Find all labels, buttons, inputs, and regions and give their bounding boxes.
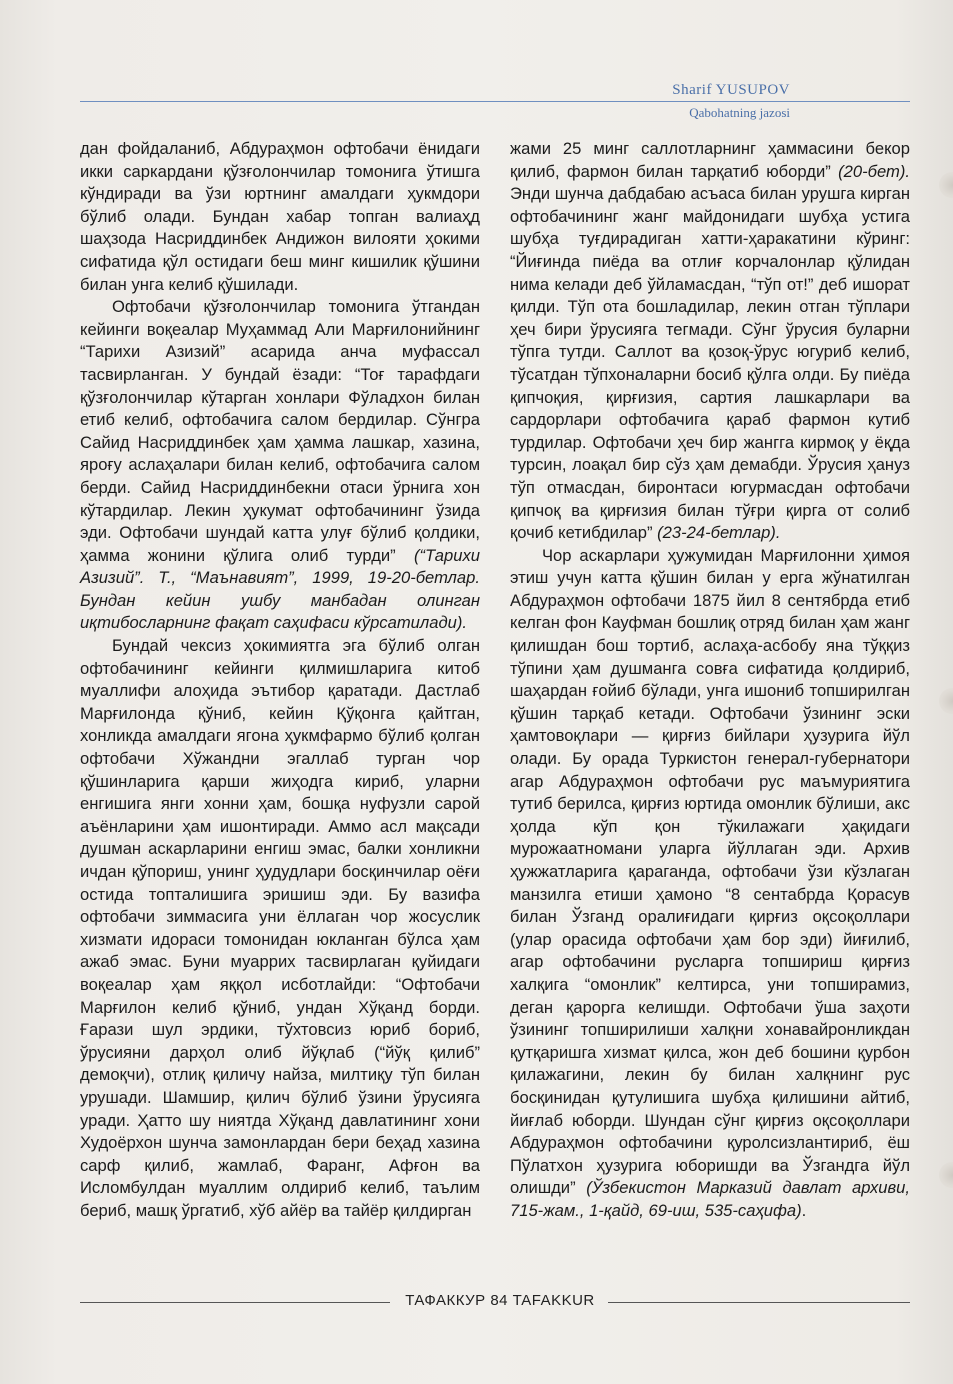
footer-rule-right xyxy=(608,1302,910,1303)
article-title: Qabohatning jazosi xyxy=(689,105,790,120)
binding-hole-mark xyxy=(939,172,953,198)
citation: (Ўзбекистон Марказий давлат архиви, 715-жам., 1-қайд, 69-иш, 535-саҳифа) xyxy=(510,1178,910,1220)
right-column xyxy=(510,138,910,1223)
footer-rule-left xyxy=(80,1302,390,1303)
left-column xyxy=(80,138,480,1223)
page-header xyxy=(80,80,910,126)
paragraph: Чор аскарлари ҳужумидан Марғилонни ҳимоя этиш учун катта қўшин билан у ерга жўнатилган Абдураҳмон офтобачи 1875 йил 8 сентябрда етиб келган фон Кауфман бошлиқ отряд билан ҳам жанг қилишдан бош тортиб, аслаҳа-асбобу яна тўққиз тўпини ҳам душманга совға сифатида қолдириб, шаҳардан ғойиб бўлади, унга ишониб топширилган қўшин тарқаб кетади. Офтобачи ўзининг эски ҳамтовоқлари — қирғиз бийлари ҳузурига йўл олади. Бу орада Туркистон генерал-губернатори агар Абдураҳмон офтобачи рус маъмуриятига тутиб берилса, қирғиз юртида омонлик бўлиши, акс ҳолда кўп қон тўкилажаги ҳақидаги мурожаатномани уларга йўллаган эди. Архив ҳужжатларига қараганда, офтобачи ўзи кўзлаган манзилга етиши ҳамоно “8 сентабрда Қорасув билан Ўзганд оралиғидаги қирғиз оқсоқоллари (улар орасида офтобачи ҳам бор эди) йиғилиб, агар офтобачини русларга топшириш қирғиз халқига “омонлик” келтирса, уни топширамиз, деган қарорга келишди. Офтобачи ўша заҳоти ўзининг топширилиши халқни хонавайронликдан қутқаришга хизмат қилса, жон деб бошини қурбон қилажагини, лекин бу билан халқнинг рус босқинидан қутулишига шубҳа қилишини айтиб, йиғлаб юборди. Шундан сўнг қирғиз оқсоқоллари Абдураҳмон офтобачини қуролсизлантириб, ёш Пўлатхон ҳузурига юборишди ва Ўзгандга йўл олишди” (Ўзбекистон Марказий давлат архиви, 715-жам., 1-қайд, 69-иш, 535-саҳифа). xyxy=(510,545,910,1220)
paragraph: жами 25 минг саллотларнинг ҳаммасини бекор қилиб, фармон билан тарқатиб юборди” (20-бет). Энди шунча дабдабаю асъаса билан урушга кирган офтобачининг жанг майдонидаги шубҳа устига шубҳа туғдирадиган хатти-ҳаракатини кўринг: “Йиғинда пиёда ва отлиғ корчалонлар қўлидан нима келади деб ўйламасдан, “тўп от!” деб ишорат қилди. Тўп ота бошладилар, лекин отган тўплари ҳеч бири ўрусияга тегмади. Сўнг ўрусия буларни тўпга тутди. Саллот ва қозоқ-ўрус югуриб келиб, тўсатдан тўпхоналарни босиб қўлга олди. Бу пиёда қипчоқия, қирғизия, сартия лашкарлари ва сардорлари офтобачига қараб фармон кутиб турдилар. Офтобачи ҳеч бир жангга кирмоқ у ёқда турсин, лоақал бир сўз ҳам демабди. Ўрусия ҳануз тўп отмасдан, биронтаси югурмасдан офтобачи қипчоқ ва қирғизия билан тўғри қирга от солиб қочиб кетибдилар” (23-24-бетлар). xyxy=(510,139,910,543)
citation: (20-бет). xyxy=(838,161,910,181)
paragraph: Офтобачи қўзғолончилар томонига ўтгандан кейинги воқеалар Муҳаммад Али Марғилонийнинг “Тарихи Азизий” асарида анча муфассал тасвирланган. У бундай ёзади: “Тоғ тарафдаги қўзғолончилар кўтарган хонлари Фўладхон билан етиб келиб, офтобачига салом бердилар. Сўнгра Сайид Насриддинбек ҳам ҳамма лашкар, хазина, ярoғу аслаҳалари билан келиб, офтобачига салом берди. Сайид Насриддинбекни отаси ўрнига хон кўтардилар. Лекин ҳукумат офтобачининг ўзида эди. Офтобачи шундай катта улуғ бўлиб қолдики, ҳамма жонини қўлига олиб турди” (“Тарихи Азизий”. Т., “Маънавият”, 1999, 19-20-бетлар. Бундан кейин ушбу манбадан олинган иқтибосларнинг фақат саҳифаси кўрсатилади). xyxy=(80,297,480,633)
page-number-label: ТАФАККУР 84 TAFAKKUR xyxy=(405,1292,595,1309)
binding-hole-mark xyxy=(939,688,953,714)
paragraph: Бундай чексиз ҳокимиятга эга бўлиб олган офтобачининг кейинги қилмишларига китоб муаллифи алоҳида эътибор қаратади. Дастлаб Марғилонда қўниб, кейин Қўқонга қайтган, хонликда амалдаги ягона ҳукмфармо бўлиб қолган офтобачи Хўжандни эгаллаб турган чор қўшинларига қарши жиҳодга кириб, уларни енгишига янги хонни ҳам, бошқа нуфузли сарой аъёнларини ҳам ишонтиради. Аммо асл мақсади душман аскарларини енгиш эмас, балки хонликни ичдан қўпориш, унинг ҳудудлари босқинчилар оёғи остида топталишига эришиш эди. Бу вазифа офтобачи зиммасига уни ёллаган чор жосуслик хизмати идораси томонидан юкланган бўлса ҳам ажаб эмас. Буни муаррих тасвирлаган қуйидаги воқеалар ҳам яққол исботлайди: “Офтобачи Марғилон келиб қўниб, ундан Хўқанд борди. Ғарази шул эрдики, тўхтовсиз юриб бориб, ўрусияни дарҳол олиб йўқлаб (“йўқ қилиб” демоқчи), отлиқ қиличу найза, милтиқу тўп билан урушади. Шамшир, қилич бўлиб ўзини ўрусияга уради. Ҳатто шу ниятда Хўқанд давлатининг хони Худоёрхон шунча замонлардан бери беҳад хазина сарф қилиб, жамлаб, Фаранг, Афғон ва Исломбулдан муаллим олдириб келиб, таълим бериб, машқ ўргатиб, хўб айёр ва тайёр қилдирган xyxy=(80,636,480,1220)
citation: (“Тарихи Азизий”. Т., “Маънавият”, 1999, 19-20-бетлар. Бундан кейин ушбу манбадан олинган иқтибосларнинг фақат саҳифаси кўрсатилади). xyxy=(80,545,480,633)
article-body xyxy=(80,138,910,1278)
page-footer xyxy=(80,1292,910,1312)
author-name: Sharif YUSUPOV xyxy=(672,82,790,98)
citation: (23-24-бетлар). xyxy=(657,523,781,543)
paragraph: дан фойдаланиб, Абдураҳмон офтобачи ёнидаги икки саркардани қўзғолончилар томонига ўтишга кўндиради ва ўзи юртнинг амалдаги ҳукмдори бўлиб олади. Бундан хабар топган валиаҳд шаҳзода Насриддинбек Андижон вилояти ҳокими сифатида қўл остидаги беш минг кишилик қўшини билан унга келиб қўшилади. xyxy=(80,139,480,294)
header-rule xyxy=(80,101,910,102)
binding-hole-mark xyxy=(939,1162,953,1188)
